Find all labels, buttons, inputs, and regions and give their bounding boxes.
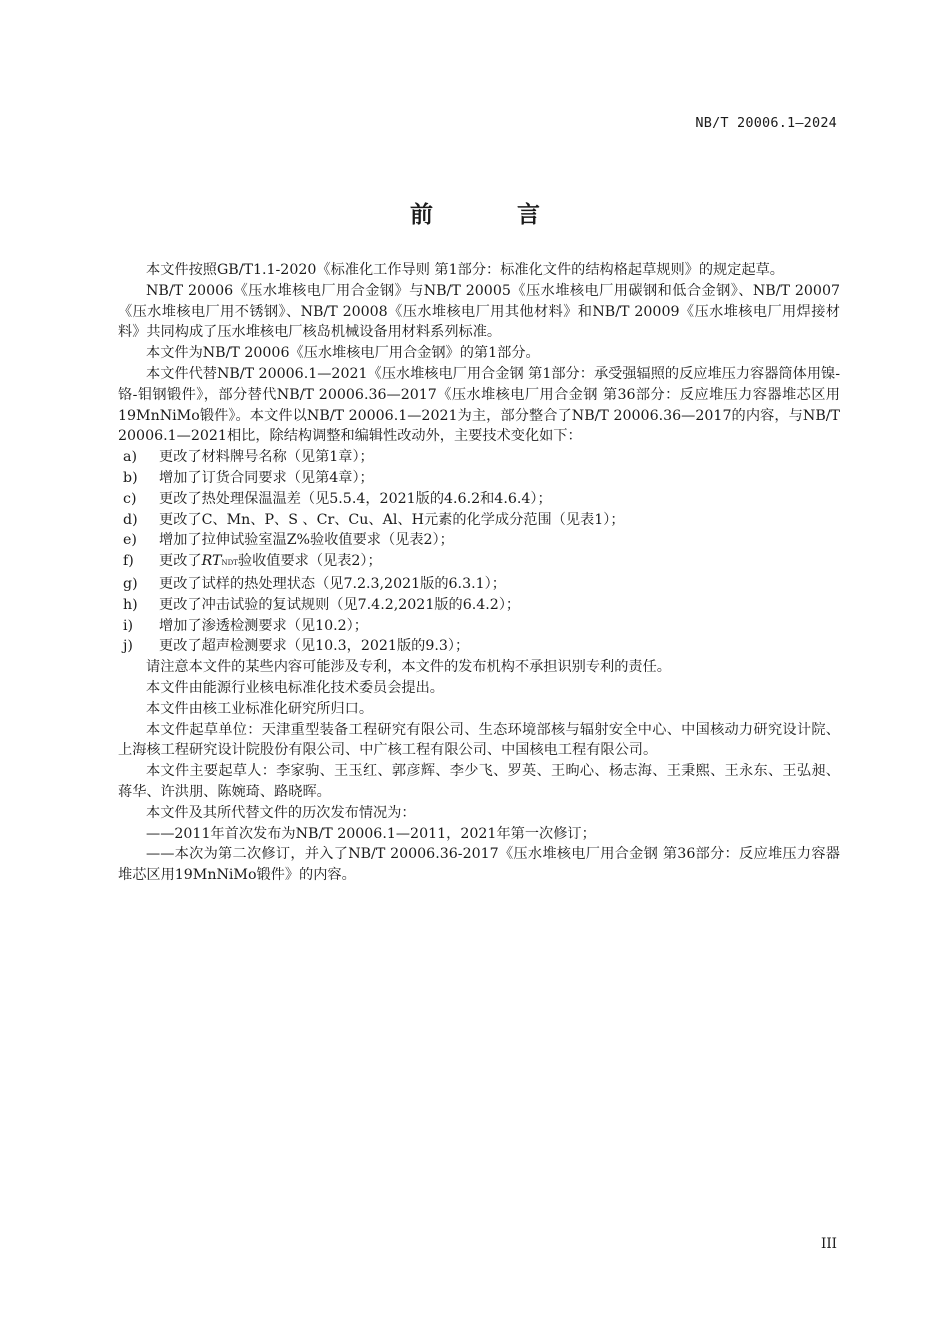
list-item [118,551,840,574]
list-text: 更改了试样的热处理状态（见7.2.3,2021版的6.3.1）； [159,575,506,592]
list-item [118,530,840,551]
rt-symbol: RT [201,553,222,570]
list-text: 更改了热处理保温温差（见5.5.4，2021版的4.6.2和4.6.4）； [159,490,552,507]
page-number: III [821,1236,837,1252]
list-item [118,489,840,510]
list-item [118,468,840,489]
list-marker: e) [123,532,137,549]
list-text: 增加了拉伸试验室温Z%验收值要求（见表2）； [159,532,454,549]
foreword-body [118,260,840,886]
paragraph-history-second: ——本次为第二次修订，并入了NB/T 20006.36-2017《压水堆核电厂用合金钢 第36部分：反应堆压力容器堆芯区用19MnNiMo锻件》的内容。 [118,846,840,884]
paragraph-drafting-rule: 本文件按照GB/T1.1-2020《标准化工作导则 第1部分：标准化文件的结构格起草规则》的规定起草。 [146,262,784,278]
changes-list [118,447,840,657]
list-marker: b) [123,469,138,486]
list-marker: g) [123,575,138,592]
paragraph-replacement: 本文件代替NB/T 20006.1—2021《压水堆核电厂用合金钢 第1部分：承受强辐照的反应堆压力容器筒体用镍-铬-钼钢锻件》，部分替代NB/T 20006.36—2017《压水堆核电厂用合金钢 第36部分：反应堆压力容器堆芯区用19MnNiMo锻件》。本文件以NB/T 20006.1—2021为主，部分整合了NB/T 20006.36—2017的内容，与NB/T 20006.1—2021相比，除结构调整和编辑性改动外，主要技术变化如下： [118,365,840,445]
list-marker: i) [123,617,134,634]
list-text: 增加了渗透检测要求（见10.2）； [159,617,368,634]
paragraph-proposed-by: 本文件由能源行业核电标准化技术委员会提出。 [146,679,444,696]
paragraph-series: NB/T 20006《压水堆核电厂用合金钢》与NB/T 20005《压水堆核电厂用碳钢和低合金钢》、NB/T 20007《压水堆核电厂用不锈钢》、NB/T 20008《压水堆核电厂用其他材料》和NB/T 20009《压水堆核电厂用焊接材料》共同构成了压水堆核电厂核岛机械设备用材料系列标准。 [118,282,840,341]
paragraph-drafters: 本文件主要起草人：李家驹、王玉红、郭彦辉、李少飞、罗英、王昫心、杨志海、王秉熙、王永东、王弘昶、蒋华、许洪朋、陈婉琦、路晓晖。 [118,763,840,800]
page-title: 前 言 [409,202,578,228]
list-item [118,616,840,637]
list-marker: h) [123,596,138,613]
list-text-post: 验收值要求（见表2）； [237,553,382,570]
list-marker: j) [123,638,133,655]
paragraph-part: 本文件为NB/T 20006《压水堆核电厂用合金钢》的第1部分。 [146,345,540,362]
list-item [118,574,840,595]
rt-subscript: NDT [221,559,238,568]
list-item [118,636,840,657]
paragraph-drafting-units: 本文件起草单位：天津重型装备工程研究有限公司、生态环境部核与辐射安全中心、中国核动力研究设计院、上海核工程研究设计院股份有限公司、中广核工程有限公司、中国核电工程有限公司。 [118,721,840,759]
list-item [118,447,840,468]
list-text: 更改了冲击试验的复试规则（见7.4.2,2021版的6.4.2）； [159,596,521,613]
paragraph-managed-by: 本文件由核工业标准化研究所归口。 [146,700,374,717]
paragraph-patent-notice: 请注意本文件的某些内容可能涉及专利，本文件的发布机构不承担识别专利的责任。 [146,659,671,676]
list-marker: d) [123,511,138,528]
paragraph-history-intro: 本文件及其所代替文件的历次发布情况为： [146,804,416,821]
list-text: 更改了C、Mn、P、S 、Cr、Cu、Al、H元素的化学成分范围（见表1）； [159,511,625,528]
list-text: 更改了材料牌号名称（见第1章）； [159,449,374,466]
list-item [118,510,840,531]
list-marker: c) [123,490,137,507]
list-text-pre: 更改了 [159,553,202,570]
list-item [118,595,840,616]
header-doc-code: NB/T 20006.1—2024 [695,115,837,131]
paragraph-history-first: ——2011年首次发布为NB/T 20006.1—2011，2021年第一次修订； [146,825,596,842]
list-text: 更改了超声检测要求（见10.3，2021版的9.3）； [159,638,470,655]
list-marker: a) [123,449,137,466]
list-marker: f) [123,553,134,570]
list-text: 增加了订货合同要求（见第4章）； [159,469,374,486]
